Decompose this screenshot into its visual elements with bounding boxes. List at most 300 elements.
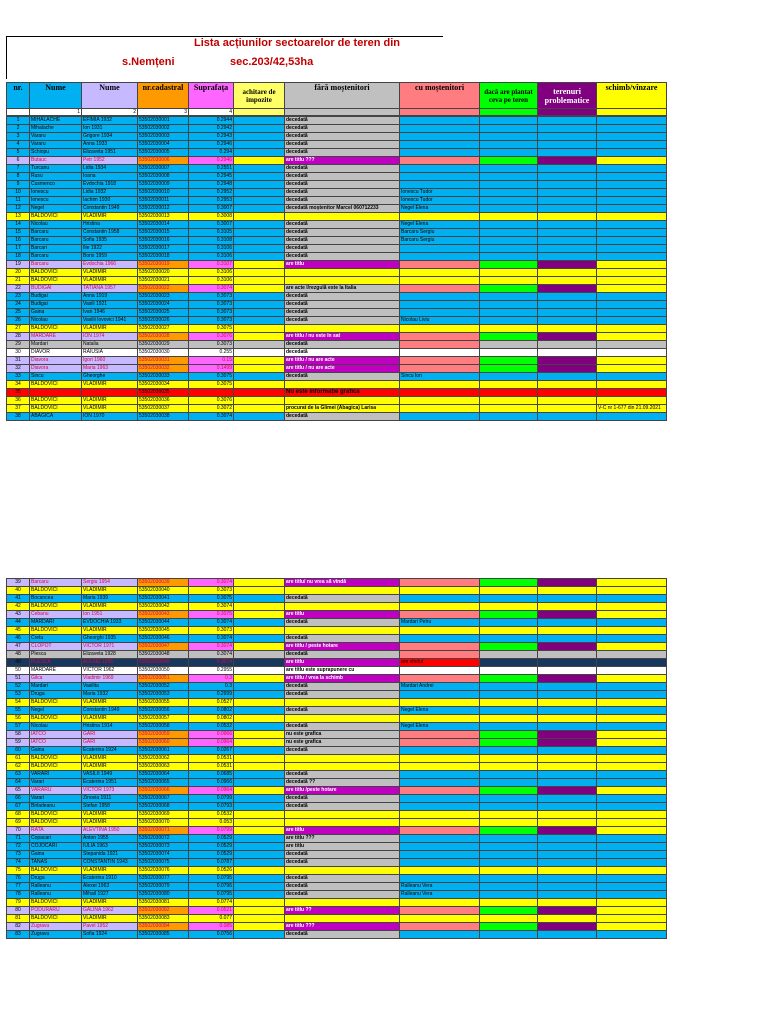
with-heirs: [400, 213, 480, 221]
table-row: [7, 261, 667, 269]
with-heirs: are vîndut: [400, 659, 480, 667]
area: 0.1499: [189, 365, 234, 373]
cadastral-number: 53502030080: [138, 891, 189, 899]
first-name: Iachim 1930: [82, 197, 138, 205]
tax-payment: [234, 189, 285, 197]
area: 0.3074: [189, 659, 234, 667]
cadastral-number: 53502030031: [138, 357, 189, 365]
first-name: Pavel 1952: [82, 923, 138, 931]
planted: [480, 397, 538, 405]
tax-payment: [234, 867, 285, 875]
exchange-sale: [597, 803, 667, 811]
column-index: [597, 109, 667, 116]
row-number: 20: [7, 269, 30, 277]
tax-payment: [234, 819, 285, 827]
last-name: Cebanu: [30, 611, 82, 619]
no-heirs: are titlu ???: [285, 835, 400, 843]
row-number: 74: [7, 859, 30, 867]
problematic: [538, 173, 597, 181]
tax-payment: [234, 619, 285, 627]
cadastral-number: 53502030072: [138, 835, 189, 843]
exchange-sale: [597, 611, 667, 619]
no-heirs: decedată: [285, 859, 400, 867]
problematic: [538, 221, 597, 229]
planted: [480, 827, 538, 835]
table-row: [7, 723, 667, 731]
first-name: Hristina 1914: [82, 723, 138, 731]
exchange-sale: [597, 651, 667, 659]
first-name: Lidia 1934: [82, 165, 138, 173]
exchange-sale: [597, 133, 667, 141]
problematic: [538, 149, 597, 157]
area: 0.3074: [189, 579, 234, 587]
cadastral-number: 53502030073: [138, 843, 189, 851]
problematic: [538, 133, 597, 141]
no-heirs: decedată: [285, 707, 400, 715]
planted: [480, 763, 538, 771]
row-number: 78: [7, 891, 30, 899]
planted: [480, 277, 538, 285]
area: 0.053: [189, 819, 234, 827]
table-row: [7, 141, 667, 149]
first-name: VLADIMIR: [82, 899, 138, 907]
row-number: 54: [7, 699, 30, 707]
row-number: 51: [7, 675, 30, 683]
no-heirs: decedată: [285, 189, 400, 197]
tax-payment: [234, 413, 285, 421]
first-name: VLADIMIR: [82, 277, 138, 285]
planted: [480, 603, 538, 611]
last-name: Nicolau: [30, 317, 82, 325]
table-row: [7, 875, 667, 883]
column-index: [400, 109, 480, 116]
no-heirs: decedată: [285, 691, 400, 699]
exchange-sale: [597, 229, 667, 237]
table-row: [7, 739, 667, 747]
planted: [480, 691, 538, 699]
column-index: [7, 109, 30, 116]
cadastral-number: 53502030066: [138, 787, 189, 795]
cadastral-number: 53502030041: [138, 595, 189, 603]
exchange-sale: [597, 125, 667, 133]
first-name: Evdochia 1966: [82, 261, 138, 269]
cadastral-number: 53502030047: [138, 643, 189, 651]
cadastral-number: 53502030037: [138, 405, 189, 413]
planted: [480, 141, 538, 149]
with-heirs: [400, 413, 480, 421]
cadastral-number: 53502030049: [138, 659, 189, 667]
exchange-sale: [597, 221, 667, 229]
last-name: BUDIGAI: [30, 285, 82, 293]
last-name: Budigai: [30, 293, 82, 301]
first-name: Mihail 1927: [82, 891, 138, 899]
row-number: 32: [7, 365, 30, 373]
area: 0.3074: [189, 651, 234, 659]
cadastral-number: 53502030061: [138, 747, 189, 755]
row-number: 4: [7, 141, 30, 149]
table-row: [7, 779, 667, 787]
with-heirs: [400, 165, 480, 173]
problematic: [538, 707, 597, 715]
last-name: Barcaru: [30, 229, 82, 237]
problematic: [538, 389, 597, 397]
first-name: Petr 1952: [82, 157, 138, 165]
exchange-sale: [597, 189, 667, 197]
cadastral-number: 53502030044: [138, 619, 189, 627]
exchange-sale: [597, 635, 667, 643]
table-row: [7, 205, 667, 213]
no-heirs: decedată: [285, 931, 400, 939]
village-name: s.Nemțeni: [122, 56, 175, 68]
exchange-sale: [597, 867, 667, 875]
row-number: 8: [7, 173, 30, 181]
no-heirs: [285, 627, 400, 635]
column-header: terenuri problematice: [538, 83, 597, 109]
row-number: 25: [7, 309, 30, 317]
planted: [480, 253, 538, 261]
row-number: 44: [7, 619, 30, 627]
exchange-sale: [597, 595, 667, 603]
planted: [480, 157, 538, 165]
row-number: 68: [7, 811, 30, 819]
exchange-sale: [597, 149, 667, 157]
problematic: [538, 715, 597, 723]
last-name: COJOCARI: [30, 843, 82, 851]
with-heirs: [400, 779, 480, 787]
exchange-sale: [597, 859, 667, 867]
no-heirs: decedată: [285, 747, 400, 755]
cadastral-number: 53502030076: [138, 867, 189, 875]
area: 0.0526: [189, 867, 234, 875]
planted: [480, 301, 538, 309]
table-row: [7, 827, 667, 835]
last-name: BALDOVICI: [30, 405, 82, 413]
row-number: 33: [7, 373, 30, 381]
problematic: [538, 651, 597, 659]
problematic: [538, 181, 597, 189]
problematic: [538, 699, 597, 707]
area: 0.3106: [189, 253, 234, 261]
no-heirs: decedată: [285, 875, 400, 883]
row-number: 65: [7, 787, 30, 795]
with-heirs: Negel Elena: [400, 707, 480, 715]
exchange-sale: [597, 683, 667, 691]
row-number: 59: [7, 739, 30, 747]
no-heirs: decedată: [285, 165, 400, 173]
no-heirs: decedată: [285, 341, 400, 349]
no-heirs: decedată: [285, 173, 400, 181]
area: 0.2955: [189, 667, 234, 675]
with-heirs: [400, 691, 480, 699]
column-header: schimb/vînzare: [597, 83, 667, 109]
with-heirs: [400, 293, 480, 301]
no-heirs: nu este grafica: [285, 739, 400, 747]
with-heirs: [400, 675, 480, 683]
area: 0.3076: [189, 333, 234, 341]
first-name: Constantin 1949: [82, 205, 138, 213]
first-name: Gheorghe: [82, 373, 138, 381]
exchange-sale: [597, 397, 667, 405]
tax-payment: [234, 691, 285, 699]
with-heirs: [400, 819, 480, 827]
row-number: 45: [7, 627, 30, 635]
cadastral-number: 53502030030: [138, 349, 189, 357]
planted: [480, 667, 538, 675]
cadastral-number: 53502030039: [138, 579, 189, 587]
first-name: Ecaterina 1910: [82, 875, 138, 883]
area: 0.15: [189, 357, 234, 365]
cadastral-number: 53502030012: [138, 205, 189, 213]
area: 0.085: [189, 923, 234, 931]
exchange-sale: [597, 317, 667, 325]
area: 0.0531: [189, 755, 234, 763]
no-heirs: [285, 277, 400, 285]
first-name: VLADIMIR: [82, 819, 138, 827]
exchange-sale: [597, 771, 667, 779]
with-heirs: [400, 157, 480, 165]
planted: [480, 133, 538, 141]
planted: [480, 891, 538, 899]
tax-payment: [234, 587, 285, 595]
last-name: Rusu: [30, 173, 82, 181]
column-index: [538, 109, 597, 116]
exchange-sale: [597, 915, 667, 923]
tax-payment: [234, 907, 285, 915]
sector-info: sec.203/42,53ha: [230, 56, 314, 68]
no-heirs: decedată: [285, 133, 400, 141]
first-name: Maria 1932: [82, 691, 138, 699]
last-name: PLESCA: [30, 659, 82, 667]
column-index: 1: [30, 109, 82, 116]
planted: [480, 149, 538, 157]
table-row: [7, 627, 667, 635]
planted: [480, 333, 538, 341]
table-row: [7, 365, 667, 373]
exchange-sale: [597, 181, 667, 189]
tax-payment: [234, 723, 285, 731]
last-name: Bocancea: [30, 595, 82, 603]
tax-payment: [234, 117, 285, 125]
area: 0.0532: [189, 811, 234, 819]
problematic: [538, 611, 597, 619]
exchange-sale: [597, 643, 667, 651]
no-heirs: [285, 381, 400, 389]
tax-payment: [234, 683, 285, 691]
area: 0.3075: [189, 595, 234, 603]
last-name: BALDOVICI: [30, 763, 82, 771]
cadastral-number: 53502030046: [138, 635, 189, 643]
problematic: [538, 285, 597, 293]
problematic: [538, 627, 597, 635]
tax-payment: [234, 659, 285, 667]
row-number: 2: [7, 125, 30, 133]
table-row: [7, 277, 667, 285]
cadastral-number: 53502030042: [138, 603, 189, 611]
row-number: 39: [7, 579, 30, 587]
area: 0.3075: [189, 373, 234, 381]
problematic: [538, 635, 597, 643]
planted: [480, 931, 538, 939]
last-name: Mardari: [30, 683, 82, 691]
planted: [480, 285, 538, 293]
area: 0.3073: [189, 341, 234, 349]
no-heirs: decedată: [285, 245, 400, 253]
row-number: 9: [7, 181, 30, 189]
tax-payment: [234, 643, 285, 651]
tax-payment: [234, 827, 285, 835]
planted: [480, 189, 538, 197]
first-name: VLADIMIR: [82, 269, 138, 277]
last-name: Butauc: [30, 157, 82, 165]
table-row: [7, 117, 667, 125]
cadastral-number: 53502030018: [138, 253, 189, 261]
row-number: 11: [7, 197, 30, 205]
planted: [480, 373, 538, 381]
table-row: [7, 667, 667, 675]
first-name: Ivan 1946: [82, 309, 138, 317]
table-row: [7, 707, 667, 715]
planted: [480, 579, 538, 587]
no-heirs: are titlu / vrea la schimb: [285, 675, 400, 683]
row-number: 22: [7, 285, 30, 293]
cadastral-number: 53502030051: [138, 675, 189, 683]
last-name: [30, 389, 82, 397]
table-row: [7, 611, 667, 619]
first-name: Ilie 1922: [82, 245, 138, 253]
exchange-sale: [597, 277, 667, 285]
column-header: Suprafața: [189, 83, 234, 109]
last-name: DIAVOR: [30, 349, 82, 357]
with-heirs: Nicolau Liviu: [400, 317, 480, 325]
no-heirs: decedată: [285, 651, 400, 659]
tax-payment: [234, 357, 285, 365]
area: 0.3007: [189, 221, 234, 229]
with-heirs: [400, 787, 480, 795]
with-heirs: [400, 771, 480, 779]
no-heirs: decedată: [285, 253, 400, 261]
tax-payment: [234, 667, 285, 675]
problematic: [538, 755, 597, 763]
cadastral-number: 53502030075: [138, 859, 189, 867]
row-number: 82: [7, 923, 30, 931]
with-heirs: [400, 405, 480, 413]
problematic: [538, 683, 597, 691]
tax-payment: [234, 237, 285, 245]
area: 0.3073: [189, 317, 234, 325]
tax-payment: [234, 627, 285, 635]
row-number: 83: [7, 931, 30, 939]
exchange-sale: [597, 117, 667, 125]
problematic: [538, 579, 597, 587]
exchange-sale: [597, 907, 667, 915]
area: 0.2952: [189, 189, 234, 197]
exchange-sale: [597, 627, 667, 635]
table-row: [7, 699, 667, 707]
tax-payment: [234, 261, 285, 269]
table-row: [7, 173, 667, 181]
no-heirs: decedată: [285, 309, 400, 317]
no-heirs: are titlu/ nu vrea să vîndă: [285, 579, 400, 587]
with-heirs: Ralleanu Vera: [400, 891, 480, 899]
last-name: BALDOVICI: [30, 899, 82, 907]
first-name: Constantin 1949: [82, 707, 138, 715]
exchange-sale: [597, 835, 667, 843]
planted: [480, 181, 538, 189]
first-name: IULIA 1963: [82, 843, 138, 851]
planted: [480, 715, 538, 723]
last-name: Varari: [30, 795, 82, 803]
exchange-sale: [597, 707, 667, 715]
first-name: GARI: [82, 739, 138, 747]
row-number: 76: [7, 875, 30, 883]
first-name: Grigore 1934: [82, 133, 138, 141]
exchange-sale: [597, 899, 667, 907]
last-name: Ionescu: [30, 189, 82, 197]
row-number: 10: [7, 189, 30, 197]
exchange-sale: [597, 675, 667, 683]
no-heirs: are titlu ???: [285, 923, 400, 931]
no-heirs: decedată: [285, 349, 400, 357]
area: 0.3075: [189, 325, 234, 333]
planted: [480, 627, 538, 635]
row-number: 34: [7, 381, 30, 389]
last-name: Cusmenco: [30, 181, 82, 189]
area: 0.3074: [189, 603, 234, 611]
area: 0.3007: [189, 205, 234, 213]
problematic: [538, 643, 597, 651]
area: 0.0966: [189, 731, 234, 739]
row-number: 14: [7, 221, 30, 229]
planted: [480, 413, 538, 421]
cadastral-number: 53502030013: [138, 213, 189, 221]
cadastral-number: 53502030084: [138, 923, 189, 931]
problematic: [538, 771, 597, 779]
planted: [480, 325, 538, 333]
area: 0.3106: [189, 269, 234, 277]
planted: [480, 883, 538, 891]
column-header: fără moștenitori: [285, 83, 400, 109]
tax-payment: [234, 787, 285, 795]
cadastral-number: 53502030083: [138, 915, 189, 923]
cadastral-number: 53502030077: [138, 875, 189, 883]
problematic: [538, 787, 597, 795]
cadastral-number: 53502030040: [138, 587, 189, 595]
tax-payment: [234, 675, 285, 683]
area: 0.3073: [189, 309, 234, 317]
planted: [480, 771, 538, 779]
cadastral-number: 53502030005: [138, 149, 189, 157]
problematic: [538, 309, 597, 317]
row-number: 43: [7, 611, 30, 619]
last-name: Barcaru: [30, 261, 82, 269]
table-row: [7, 747, 667, 755]
exchange-sale: [597, 381, 667, 389]
table-row: [7, 835, 667, 843]
planted: [480, 165, 538, 173]
first-name: Constantin 1958: [82, 229, 138, 237]
planted: [480, 859, 538, 867]
planted: [480, 923, 538, 931]
no-heirs: [285, 325, 400, 333]
exchange-sale: [597, 205, 667, 213]
area: 0.3074: [189, 619, 234, 627]
column-header: Nume: [30, 83, 82, 109]
first-name: VLADIMIR: [82, 397, 138, 405]
last-name: VARARU: [30, 787, 82, 795]
last-name: Vararu: [30, 141, 82, 149]
first-name: Ioana: [82, 173, 138, 181]
no-heirs: are titlu / nu are acte: [285, 365, 400, 373]
